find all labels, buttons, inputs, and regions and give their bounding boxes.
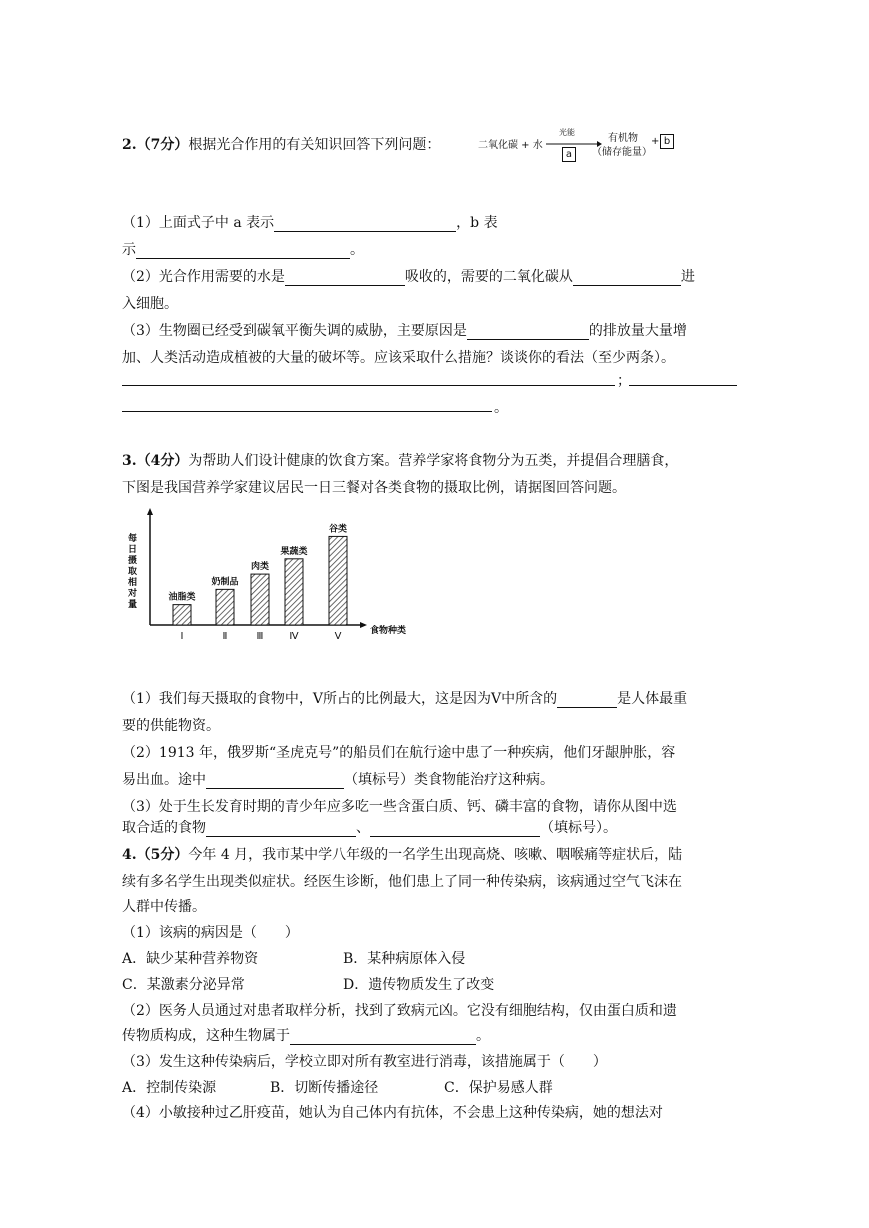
q4-score: （5分） [136,847,189,863]
q2-part1-text-c: 示 [122,242,136,258]
answer-line-measure-2[interactable] [629,385,737,386]
q4-heading [122,844,682,864]
q4-stem-line2: 续有多名学生出现类似症状。经医生诊断，他们患上了同一种传染病，该病通过空气飞沫在 [122,874,682,890]
chart-y-label-char: 日 [128,545,138,555]
q3-part3-text-c: 、 [356,820,370,836]
q2-score: （7分） [136,137,189,153]
q2-part2-text-d: 入细胞。 [122,296,178,312]
answer-line-measure-3[interactable] [122,411,492,412]
chart-bar [216,589,234,625]
q2-part1-text: （1）上面式子中 a 表示 [122,215,275,231]
q4-part3-option-b[interactable]: B．切断传播途径 [270,1080,379,1096]
q3-part2-text-b: 易出血。途中 [122,772,206,788]
chart-x-axis-label: 食物种类 [370,626,407,636]
q4-stem-1: 今年 4 月，我市某中学八年级的一名学生出现高烧、咳嗽、咽喉痛等症状后，陆 [188,847,683,863]
equation-product-note: （储存能量） [592,147,652,158]
q2-part1-line2 [122,239,364,259]
chart-x-tick-label: Ⅱ [222,631,228,642]
q2-period: 。 [494,400,508,416]
q4-part1-option-d[interactable]: D．遗传物质发生了改变 [343,977,495,993]
answer-blank-water[interactable] [285,269,405,286]
q3-stem-1: 为帮助人们设计健康的饮食方案。营养学家将食物分为五类，并提倡合理膳食， [188,453,679,469]
chart-x-tick-label: Ⅰ [180,631,184,642]
chart-bar-label: 奶制品 [211,577,239,588]
q4-part1: （1）该病的病因是（ ） [122,925,299,941]
q4-part4: （4）小敏接种过乙肝疫苗，她认为自己体内有抗体，不会患上这种传染病，她的想法对 [122,1105,663,1121]
chart-y-axis-label [127,532,138,610]
equation-product: 有机物 [608,133,638,144]
q3-part2-line1: （2）1913 年，俄罗斯“圣虎克号”的船员们在航行途中患了一种疾病，他们牙龈肿胀，容 [122,745,676,761]
q3-score: （4分） [136,453,189,469]
equation-plus: + [651,136,660,147]
chart-x-tick-label: Ⅲ [256,631,264,642]
chart-y-axis-arrow [147,508,153,515]
q3-part2-text-c: （填标号）类食物能治疗这种病。 [344,772,554,788]
chart-x-tick-label: Ⅴ [334,631,342,642]
answer-blank-food-type[interactable] [206,772,344,789]
q4-part3-option-c[interactable]: C．保护易感人群 [444,1080,553,1096]
answer-line-measure-1[interactable] [122,385,615,386]
q2-part3-text: （3）生物圈已经受到碳氧平衡失调的威胁，主要原因是 [122,323,467,339]
chart-bar-label: 油脂类 [168,592,196,603]
chart-x-axis-arrow [360,622,367,628]
chart-bar [251,574,269,625]
q4-part1-option-c[interactable]: C．某激素分泌异常 [122,977,245,993]
q4-number: 4. [122,847,137,863]
chart-y-label-char: 每 [128,534,138,544]
food-intake-bar-chart [120,505,420,645]
answer-blank-b[interactable] [136,242,350,259]
chart-y-label-char: 摄 [128,556,138,566]
q4-stem-line3: 人群中传播。 [122,899,206,915]
chart-y-label-char: 取 [128,567,138,577]
q2-part1-end: 。 [350,242,364,258]
q3-part1-text: （1）我们每天摄取的食物中，Ⅴ所占的比例最大，这是因为Ⅴ中所含的 [122,691,558,707]
answer-blank-nutrient[interactable] [557,691,617,708]
q4-part2-line1: （2）医务人员通过对患者取样分析，找到了致病元凶。它没有细胞结构，仅由蛋白质和遗 [122,1003,677,1019]
q3-part3-line2 [122,817,617,837]
q4-part1-option-b[interactable]: B．某种病原体入侵 [343,951,466,967]
q2-part3-line1 [122,320,687,340]
answer-blank-food-2[interactable] [370,820,540,837]
q3-part1-text-b: 是人体最重 [617,691,688,707]
q3-stem-line2: 下图是我国营养学家建议居民一日三餐对各类食物的摄取比例，请据图回答问题。 [122,480,626,496]
q3-number: 3. [122,453,137,469]
q3-heading [122,450,678,470]
q2-semicolon: ； [617,373,631,389]
equation-reactants: 二氧化碳 + 水 [478,140,543,151]
equation-box-a: a [562,147,576,162]
chart-bar [173,605,191,625]
equation-condition: 光能 [559,128,575,137]
chart-y-label-char: 量 [128,600,138,610]
q2-part2-line2 [122,293,178,313]
chart-bar-label: 肉类 [250,562,270,573]
q2-stem: 根据光合作用的有关知识回答下列问题： [188,137,441,153]
q3-part3-text-d: （填标号）。 [540,820,617,836]
q2-part1-text-b: ，b 表 [456,215,498,231]
q2-part2-text-c: 进 [680,269,695,285]
q4-part1-option-a[interactable]: A．缺少某种营养物资 [122,951,259,967]
chart-y-label-char: 对 [128,589,138,599]
q3-part2-line2 [122,769,554,789]
q4-part2-text-c: 。 [476,1028,490,1044]
q2-part2-line1 [122,266,695,286]
equation-box-b: b [660,134,674,149]
answer-blank-organism[interactable] [290,1028,476,1045]
q4-part3-option-a[interactable]: A．控制传染源 [122,1080,217,1096]
q2-part3-text-b: 的排放量大量增 [588,323,687,339]
q4-part3: （3）发生这种传染病后，学校立即对所有教室进行消毒，该措施属于（ ） [122,1054,607,1070]
q4-part2-text-b: 传物质构成，这种生物属于 [122,1028,290,1044]
chart-bar [285,559,303,625]
answer-blank-co2[interactable] [573,269,681,286]
chart-bars [168,522,347,642]
q3-part3-line1: （3）处于生长发育时期的青少年应多吃一些含蛋白质、钙、磷丰富的食物，请你从图中选 [122,799,677,815]
q3-part1-line2: 要的供能物资。 [122,718,220,734]
answer-blank-emission[interactable] [467,323,589,340]
q2-part2-text: （2）光合作用需要的水是 [122,269,285,285]
q2-heading [122,134,440,154]
q2-part3-line2 [122,347,675,367]
q3-part1-line1 [122,688,687,708]
answer-blank-a[interactable] [274,215,456,232]
chart-bar-label: 谷类 [328,524,348,535]
chart-bar [329,536,347,625]
chart-y-label-char: 相 [128,578,138,588]
q2-number: 2. [122,137,137,153]
q3-part3-text-b: 取合适的食物 [122,820,206,836]
q2-part1-line1 [122,212,498,232]
q2-part3-text-c: 加、人类活动造成植被的大量的破坏等。应该采取什么措施？谈谈你的看法（至少两条）。 [122,350,675,366]
chart-x-tick-label: Ⅳ [289,631,299,642]
q4-part2-line2 [122,1025,490,1045]
q2-part2-text-b: 吸收的，需要的二氧化碳从 [404,269,573,285]
answer-blank-food-1[interactable] [206,820,356,837]
chart-bar-label: 果蔬类 [280,546,308,557]
